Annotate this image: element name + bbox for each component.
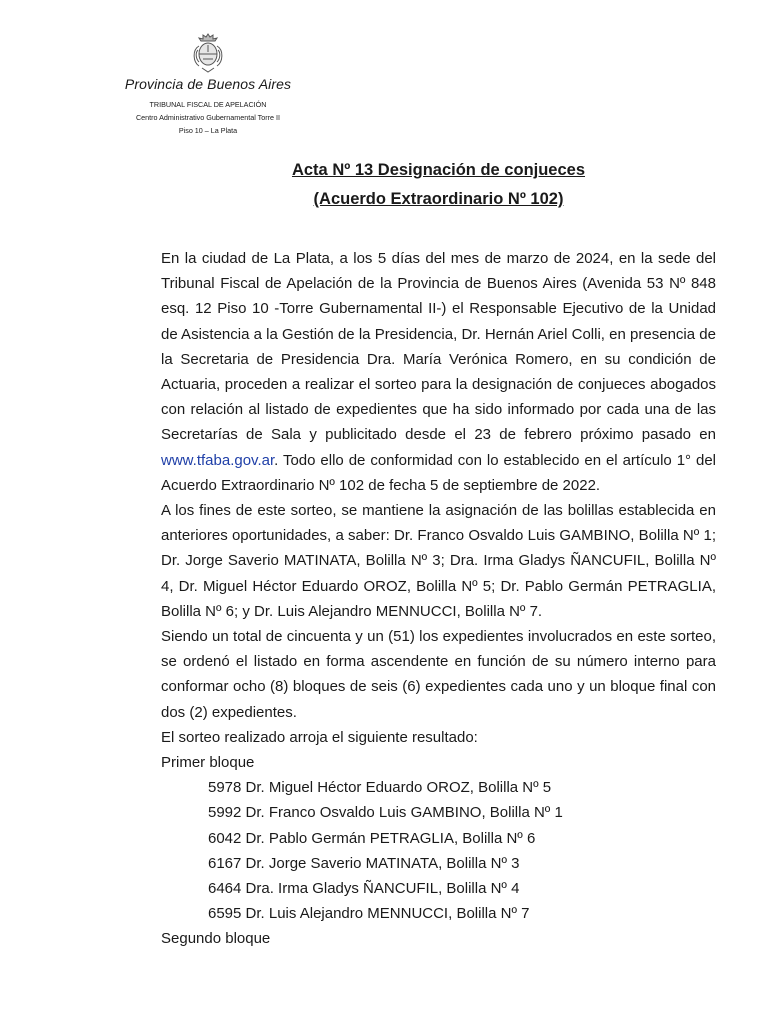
list-item: 5978 Dr. Miguel Héctor Eduardo OROZ, Bolilla Nº 5 bbox=[208, 779, 552, 797]
website-link[interactable]: www.tfaba.gov.ar bbox=[161, 451, 275, 469]
address-line: Centro Administrativo Gubernamental Torre II bbox=[135, 113, 281, 122]
list-item: 6042 Dr. Pablo Germán PETRAGLIA, Bolilla Nº 6 bbox=[208, 829, 536, 847]
list-item: 5992 Dr. Franco Osvaldo Luis GAMBINO, Bolilla Nº 1 bbox=[208, 804, 563, 822]
block-label: Primer bloque bbox=[161, 754, 255, 772]
floor-line: Piso 10 – La Plata bbox=[178, 126, 238, 135]
paragraph-assignment: A los fines de este sorteo, se mantiene la asignación de las bolillas establecida en anteriores oportunidades, a saber: Dr. Franco Osvaldo Luis GAMBINO, Bolilla Nº 1; Dr. Jorge Saverio MATINATA, Bolilla Nº 3; Dra. Irma Gladys ÑANCUFIL, Bolilla Nº 4, Dr. Miguel Héctor Eduardo OROZ, Bolilla Nº 5; Dr. Pablo Germán PETRAGLIA, Bolilla Nº 6; y Dr. Luis Alejandro MENNUCCI, Bolilla Nº 7. bbox=[161, 502, 716, 620]
document-title: Acta Nº 13 Designación de conjueces bbox=[291, 161, 586, 179]
paragraph-intro: En la ciudad de La Plata, a los 5 días del mes de marzo de 2024, en la sede del Tribunal Fiscal de Apelación de la Provincia de Buenos Aires (Avenida 53 Nº 848 esq. 12 Piso 10 -Torre Gubernamental II-) el Responsable Ejecutivo de la Unidad de Asistencia a la Gestión de la Presidencia, Dr. Hernán Ariel Colli, en presencia de la Secretaria de Presidencia Dra. María Verónica Romero, en su condición de Actuaria, proceden a realizar el sorteo para la designación de conjueces abogados con relación al listado de expedientes que ha sido informado por cada una de las Secretarías de Sala y publicitado desde el 23 de febrero próximo pasado en www.tfaba.gov.ar. Todo ello de conformidad con lo establecido en el artículo 1° del Acuerdo Extraordinario Nº 102 de fecha 5 de septiembre de 2022. bbox=[161, 250, 716, 494]
coat-of-arms-icon bbox=[190, 32, 226, 74]
letterhead bbox=[118, 32, 298, 137]
paragraph-result: El sorteo realizado arroja el siguiente resultado: bbox=[161, 728, 478, 746]
list-item: 6595 Dr. Luis Alejandro MENNUCCI, Bolilla Nº 7 bbox=[208, 905, 530, 923]
block-label: Segundo bloque bbox=[161, 930, 271, 948]
tribunal-name: TRIBUNAL FISCAL DE APELACIÓN bbox=[149, 100, 267, 109]
document-body bbox=[161, 246, 716, 952]
list-item: 6464 Dra. Irma Gladys ÑANCUFIL, Bolilla Nº 4 bbox=[208, 880, 520, 898]
list-item: 6167 Dr. Jorge Saverio MATINATA, Bolilla Nº 3 bbox=[208, 854, 520, 872]
paragraph-procedure: Siendo un total de cincuenta y un (51) los expedientes involucrados en este sorteo, se ordenó el listado en forma ascendente en función de su número interno para conformar ocho (8) bloques de seis (6) expedientes cada uno y un bloque final con dos (2) expedientes. bbox=[161, 628, 716, 721]
province-name: Provincia de Buenos Aires bbox=[124, 76, 292, 92]
document-subtitle: (Acuerdo Extraordinario Nº 102) bbox=[313, 190, 564, 208]
